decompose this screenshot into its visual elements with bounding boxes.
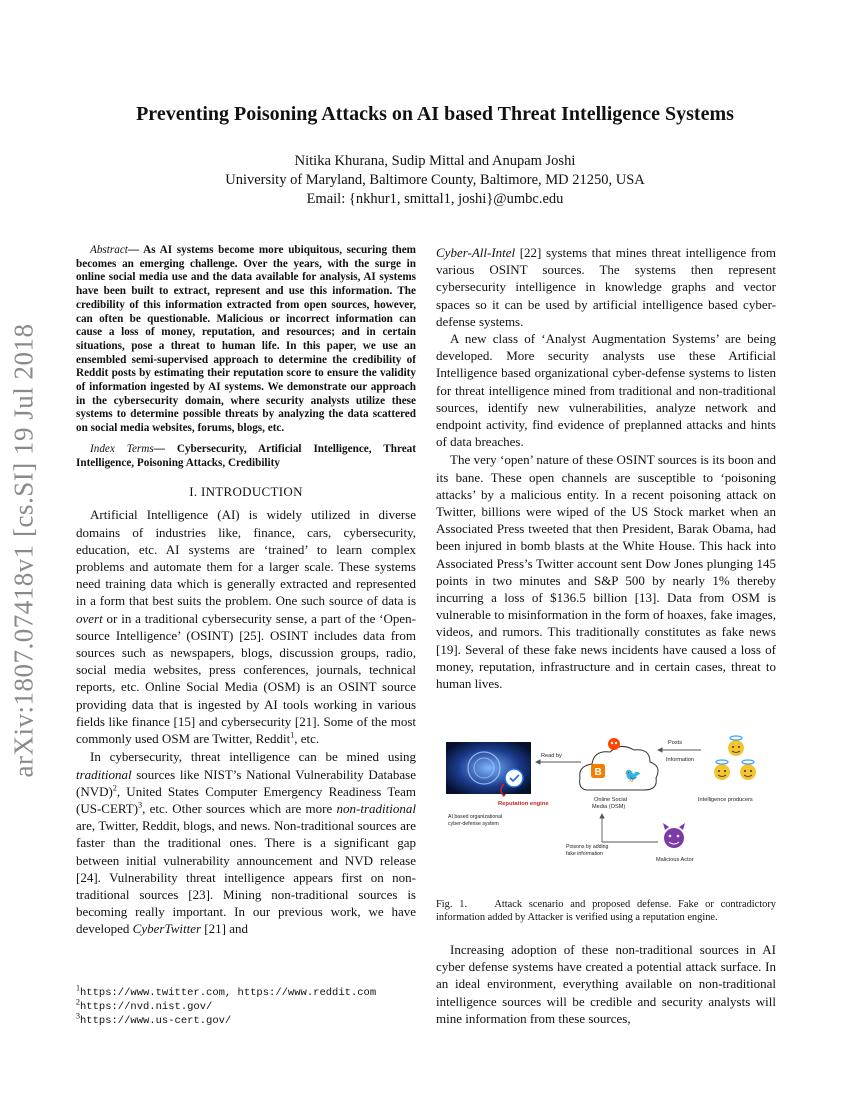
- malicious-actor-label: Malicious Actor: [656, 857, 694, 863]
- posts-information-label-1: Posts: [668, 740, 682, 746]
- intro-paragraph-2: In cybersecurity, threat intelligence can be mined using traditional sources like NIST’s National Vulnerability Database (NVD)$^2$, United States Computer Emergency Readiness Team (US-CERT)$^3$, etc. Other sources which are more non-traditional are, Twitter, Reddit, blogs, and news. Non-traditional sources are faster than the traditional ones. There is a significant gap between initial vulnerability announcement and NVD release [24]. Vulnerability threat intelligence appears first on non-traditional sources [23]. Mining non-traditional sources is becoming really important. In our previous work, we have developed CyberTwitter [21] and: [76, 749, 416, 937]
- right-paragraph-4: Increasing adoption of these non-traditional sources in AI cyber defense systems have created a potential attack surface. In an ideal environment, everything available on non-traditional intelligence sources will be credible and security analysts will mine information from these sources,: [436, 942, 776, 1026]
- right-paragraph-3: The very ‘open’ nature of these OSINT sources is its boon and its bane. These open channels are susceptible to ‘poisoning attacks’ by a malicious entity. In a recent poisoning attack on Twitter, billions were wiped of the US Stock market when an Associated Press tweeted that then President, Barak Obama, had been injured in bomb blasts at the White House. This hack into Associated Press’s Twitter account sent Dow Jones plunging 145 points in two minutes and S&P 500 by nearly 1% thereby incurring a loss of $136.5 billion [13]. Data from OSM is vulnerable to misinformation in the form of hoaxes, fake images, videos, and rumors. This traditionally constitutes as fake news [19]. Several of these fake news incidents have caused a loss of money, reputation, infrastructure and in certain cases, threat to human lives.: [436, 452, 776, 692]
- intelligence-producers-label: Intelligence producers: [698, 797, 753, 803]
- angel-emoji-icon: [728, 736, 744, 756]
- osm-label-1: Online Social: [594, 797, 627, 803]
- footnotes: [76, 983, 416, 1028]
- svg-text:B: B: [594, 767, 602, 778]
- footnote-1[interactable]: $^1$https://www.twitter.com, https://www.reddit.com: [76, 983, 377, 999]
- poisons-label-1: Poisons by adding: [566, 844, 609, 850]
- index-terms-text: — Cybersecurity, Artificial Intelligence, Threat Intelligence, Poisoning Attacks, Credibility: [76, 442, 416, 469]
- footnote-3[interactable]: $^3$https://www.us-cert.gov/: [76, 1011, 232, 1027]
- poisons-label-2: fake information: [566, 851, 603, 857]
- arxiv-identifier-text: arXiv:1807.07418v1 [cs.SI] 19 Jul 2018: [8, 323, 39, 777]
- ai-system-label-2: cyber-defense system: [448, 821, 499, 827]
- angel-emoji-icon: [740, 760, 756, 780]
- figure-caption-text: Attack scenario and proposed defense. Fake or contradictory information added by Attacker is verified using a reputation engine.: [436, 899, 776, 923]
- right-paragraph-2: A new class of ‘Analyst Augmentation Systems’ are being developed. More security analysts use these Artificial Intelligence based organizational cyber-defense systems to listen for threat intelligence mined from traditional and non-traditional sources, identify new vulnerabilities, analyze network and endpoint activity, find evidence of preplanned attacks and hints of data breaches.: [436, 331, 776, 450]
- devil-emoji-icon: [663, 823, 685, 848]
- figure-caption-label: Fig. 1.: [436, 899, 468, 910]
- ai-system-label-1: AI based organizational: [448, 814, 503, 820]
- angel-emoji-icon: [714, 760, 730, 780]
- paper-title: Preventing Poisoning Attacks on AI based Threat Intelligence Systems: [136, 103, 734, 125]
- index-terms-label: Index Terms: [90, 442, 154, 455]
- author-names: Nitika Khurana, Sudip Mittal and Anupam Joshi: [294, 153, 576, 169]
- left-column: [76, 244, 416, 938]
- reputation-engine-label: Reputation engine: [498, 801, 549, 807]
- section-heading-introduction: I. INTRODUCTION: [189, 484, 303, 500]
- abstract: [76, 244, 416, 436]
- osm-label-2: Media (OSM): [592, 804, 626, 810]
- index-terms: [76, 443, 416, 470]
- twitter-icon: 🐦: [624, 767, 642, 783]
- figure-attack-scenario: [436, 730, 776, 890]
- ai-system-image: [446, 742, 531, 794]
- right-column: [436, 244, 776, 692]
- author-email: Email: {nkhur1, smittal1, joshi}@umbc.edu: [306, 191, 564, 207]
- posts-information-label-2: Information: [666, 757, 694, 763]
- read-by-label: Read by: [541, 753, 562, 759]
- footnote-2[interactable]: $^2$https://nvd.nist.gov/: [76, 997, 213, 1013]
- figure-caption: [436, 898, 776, 924]
- right-paragraph-1: Cyber-All-Intel [22] systems that mines threat intelligence from various OSINT sources. The systems then represent cybersecurity intelligence in knowledge graphs and vector spaces so it can be used by artificial intelligence based cyber-defense systems.: [436, 245, 776, 329]
- intro-paragraph-1: Artificial Intelligence (AI) is widely utilized in diverse domains of industries like, finance, cars, cybersecurity, education, etc. AI systems are ‘trained’ to learn complex problems and automate them for a larger scale. These systems need training data which is generally extracted and represented in a form that best suits the problem. One such source of data is overt or in a traditional cybersecurity sense, a part of the ‘Open-source Intelligence’ (OSINT) [25]. OSINT includes data from sources such as newspapers, blogs, discussion groups, radio, social media websites, press conferences, journals, technical reports, etc. Online Social Media (OSM) is an OSINT source providing data that is ingested by AI tools working in various fields like finance [15] and cybersecurity [21]. Some of the most commonly used OSM are Twitter, Reddit$^1$, etc.: [76, 507, 416, 747]
- abstract-text: — As AI systems become more ubiquitous, securing them becomes an emerging challenge. Over the years, with the surge in online social media use and the data available for analysis, AI systems have been built to extract, represent and use this information. The credibility of this information extracted from open sources, however, can often be questionable. Malicious or incorrect information can cause a loss of money, reputation, and resources; and in certain situations, pose a threat to human life. In this paper, we use an ensembled semi-supervised approach to determine the credibility of Reddit posts by estimating their reputation score to ensure the validity of information ingested by AI systems. We demonstrate our approach in the cybersecurity domain, where security analysts utilize these systems to determine possible threats by analyzing the data scattered on social media websites, forums, blogs, etc.: [76, 244, 416, 435]
- reddit-icon: [608, 738, 620, 750]
- abstract-label: Abstract: [90, 244, 128, 256]
- osm-cloud: [580, 738, 658, 790]
- arxiv-identifier: [4, 320, 44, 780]
- author-affiliation: University of Maryland, Baltimore County, Baltimore, MD 21250, USA: [225, 172, 645, 188]
- author-block: [60, 152, 810, 209]
